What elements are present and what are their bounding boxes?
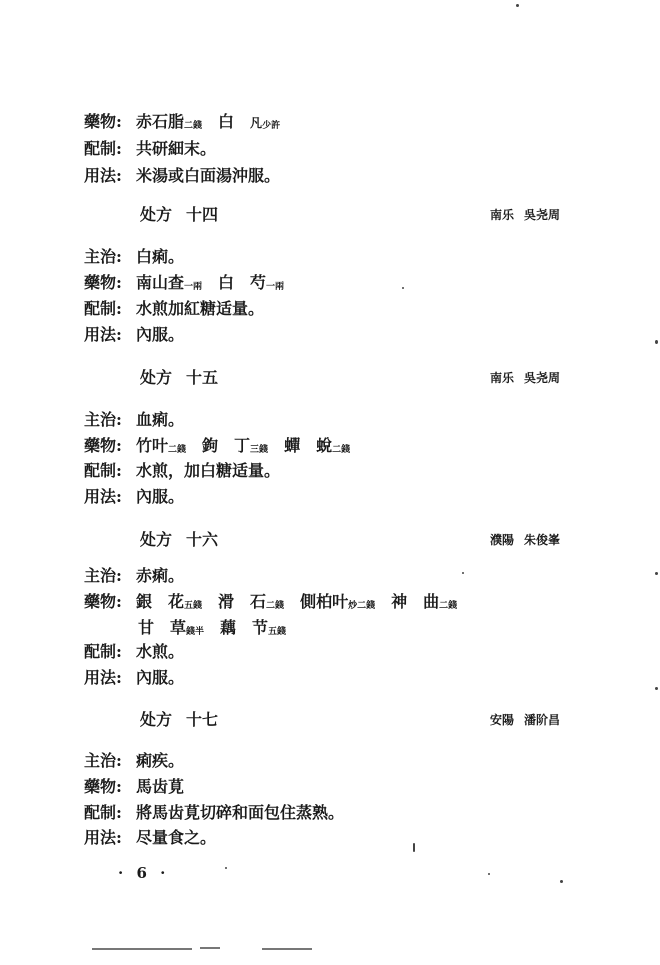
drug-dose: 二錢 xyxy=(184,121,203,131)
preparation-text: 將馬齿莧切碎和面包住蒸熟。 xyxy=(136,803,345,822)
drug-dose: 錢半 xyxy=(186,627,205,637)
preparation-label: 配制: xyxy=(84,139,122,158)
drug-dose: 二錢 xyxy=(168,445,187,455)
recipe-place: 南乐 xyxy=(489,208,514,222)
scan-smudge xyxy=(262,948,312,950)
drugs-label: 藥物: xyxy=(84,112,122,131)
recipe-origin xyxy=(490,530,560,550)
recipe-place: 安陽 xyxy=(489,713,514,727)
recipe-heading-label: 处方 xyxy=(140,710,173,729)
drug-name: 白 芍 xyxy=(218,273,267,292)
drugs-line xyxy=(84,436,350,460)
usage-label: 用法: xyxy=(84,487,122,506)
usage-line xyxy=(84,668,184,688)
drug-name: 銀 花 xyxy=(136,592,185,611)
drugs-text: 馬齿莧 xyxy=(136,777,185,796)
usage-label: 用法: xyxy=(84,325,122,344)
drug-name: 鉤 丁 xyxy=(202,436,251,455)
recipe-origin xyxy=(490,710,560,730)
scan-speck xyxy=(402,287,404,289)
drug-name: 凡 xyxy=(250,116,263,130)
indications-line xyxy=(84,410,184,430)
drugs-label: 藥物: xyxy=(84,436,122,455)
usage-text: 內服。 xyxy=(136,487,185,506)
scan-speck xyxy=(655,687,658,690)
drug-dose: 一兩 xyxy=(266,282,285,292)
recipe-place: 濮陽 xyxy=(489,533,514,547)
usage-label: 用法: xyxy=(84,828,122,847)
scan-smudge xyxy=(92,948,192,950)
preparation-label: 配制: xyxy=(84,461,122,480)
drug-name: 白 xyxy=(218,112,235,131)
recipe-heading xyxy=(140,205,218,225)
recipe-heading-label: 处方 xyxy=(140,205,173,224)
scan-speck xyxy=(462,572,464,574)
drugs-continuation-line xyxy=(138,618,286,642)
preparation-label: 配制: xyxy=(84,299,122,318)
page-number: · 6 · xyxy=(118,864,170,882)
scan-speck xyxy=(516,4,519,7)
drug-name: 甘 草 xyxy=(138,618,187,637)
recipe-place: 南乐 xyxy=(489,371,514,385)
drug-dose: 炒二錢 xyxy=(348,601,376,611)
recipe-person: 朱俊峯 xyxy=(523,533,560,547)
indications-label: 主治: xyxy=(84,247,122,266)
usage-line xyxy=(84,828,216,848)
preparation-line xyxy=(84,803,344,823)
recipe-number: 十五 xyxy=(186,368,219,387)
drug-dose: 少許 xyxy=(262,121,281,131)
drug-dose: 二錢 xyxy=(439,601,458,611)
scan-speck xyxy=(655,340,658,344)
drug-name: 藕 节 xyxy=(220,618,269,637)
recipe-origin xyxy=(490,205,560,225)
indications-label: 主治: xyxy=(84,566,122,585)
indications-text: 血痢。 xyxy=(136,410,185,429)
recipe-heading xyxy=(140,530,218,550)
drug-name: 滑 石 xyxy=(218,592,267,611)
preparation-text: 水煎，加白糖适量。 xyxy=(136,461,281,480)
recipe-heading-label: 处方 xyxy=(140,368,173,387)
preparation-label: 配制: xyxy=(84,803,122,822)
recipe-number: 十四 xyxy=(186,205,219,224)
preparation-text: 水煎加紅糖适量。 xyxy=(136,299,265,318)
usage-line xyxy=(84,325,184,345)
drug-dose: 五錢 xyxy=(184,601,203,611)
preparation-line xyxy=(84,461,280,481)
scan-speck xyxy=(655,572,658,575)
indications-label: 主治: xyxy=(84,410,122,429)
usage-text: 米湯或白面湯沖服。 xyxy=(136,166,281,185)
drugs-label: 藥物: xyxy=(84,777,122,796)
drug-dose: 二錢 xyxy=(266,601,285,611)
preparation-line xyxy=(84,642,184,662)
preparation-line xyxy=(84,299,264,319)
usage-line xyxy=(84,487,184,507)
usage-label: 用法: xyxy=(84,668,122,687)
recipe-origin xyxy=(490,368,560,388)
preparation-label: 配制: xyxy=(84,642,122,661)
drugs-line xyxy=(84,777,184,797)
recipe-person: 吳尧周 xyxy=(523,371,560,385)
drugs-label: 藥物: xyxy=(84,273,122,292)
preparation-text: 共研細末。 xyxy=(136,139,217,158)
drug-name: 竹叶 xyxy=(136,436,169,455)
usage-label: 用法: xyxy=(84,166,122,185)
indications-text: 痢疾。 xyxy=(136,751,185,770)
drugs-line xyxy=(84,273,284,297)
top-preparation-line xyxy=(84,139,216,159)
indications-line xyxy=(84,247,184,267)
recipe-person: 潘阶昌 xyxy=(523,713,560,727)
drug-dose: 二錢 xyxy=(332,445,351,455)
scan-speck xyxy=(488,873,490,875)
scan-smudge xyxy=(200,947,220,949)
drug-name: 側柏叶 xyxy=(300,592,349,611)
drug-dose: 五錢 xyxy=(268,627,287,637)
scan-speck xyxy=(413,843,415,852)
indications-text: 白痢。 xyxy=(136,247,185,266)
recipe-person: 吳尧周 xyxy=(523,208,560,222)
drugs-line xyxy=(84,592,457,616)
drug-dose: 一兩 xyxy=(184,282,203,292)
indications-line xyxy=(84,566,184,586)
drug-name: 南山查 xyxy=(136,273,185,292)
drug-dose: 三錢 xyxy=(250,445,269,455)
usage-text: 內服。 xyxy=(136,668,185,687)
drug-name: 神 曲 xyxy=(391,592,440,611)
preparation-text: 水煎。 xyxy=(136,642,185,661)
usage-text: 內服。 xyxy=(136,325,185,344)
drug-name: 蟬 蛻 xyxy=(284,436,333,455)
scan-speck xyxy=(560,880,563,883)
recipe-heading xyxy=(140,710,218,730)
scan-speck xyxy=(225,867,227,869)
top-usage-line xyxy=(84,166,280,186)
recipe-heading xyxy=(140,368,218,388)
indications-line xyxy=(84,751,184,771)
top-drugs-line xyxy=(84,112,280,136)
recipe-number: 十六 xyxy=(186,530,219,549)
recipe-heading-label: 处方 xyxy=(140,530,173,549)
drugs-label: 藥物: xyxy=(84,592,122,611)
drug-name: 赤石脂 xyxy=(136,112,185,131)
usage-text: 尽量食之。 xyxy=(136,828,217,847)
recipe-number: 十七 xyxy=(186,710,219,729)
indications-label: 主治: xyxy=(84,751,122,770)
indications-text: 赤痢。 xyxy=(136,566,185,585)
